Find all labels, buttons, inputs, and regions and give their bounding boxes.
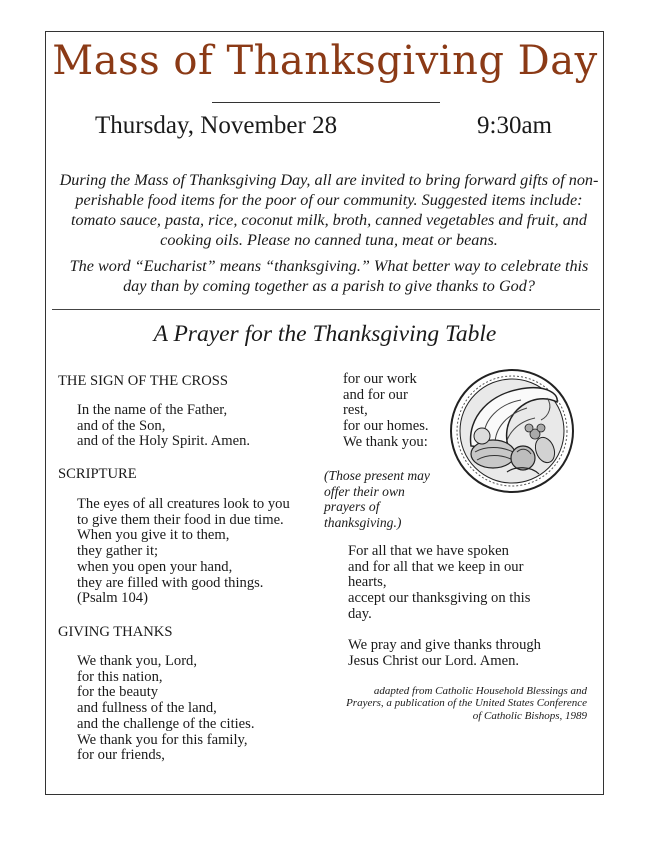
event-date: Thursday, November 28 <box>95 112 338 139</box>
text-line: hearts, <box>348 574 387 591</box>
text-line: We thank you for this family, <box>77 731 248 748</box>
text-line: offer their own <box>324 483 405 499</box>
text-line: In the name of the Father, <box>77 402 228 418</box>
text-line: they gather it; <box>77 543 159 560</box>
page-title: Mass of Thanksgiving Day <box>52 38 598 84</box>
text-line: and of the Son, <box>77 417 166 434</box>
text-line: accept our thanksgiving on this <box>348 590 531 607</box>
text-line: Jesus Christ our Lord. Amen. <box>348 652 520 669</box>
text-line: and for our <box>343 386 408 403</box>
text-line: for our work <box>343 371 417 387</box>
text-line: prayers of <box>324 499 380 515</box>
text-line: The eyes of all creatures look to you <box>77 496 290 512</box>
text-line: and fullness of the land, <box>77 700 217 717</box>
text-line: for our homes. <box>343 418 429 435</box>
scripture-text <box>77 497 290 607</box>
text-line: We thank you: <box>343 433 428 450</box>
event-time: 9:30am <box>477 112 552 139</box>
text-line: thanksgiving.) <box>324 514 402 530</box>
sign-of-cross-text <box>77 403 250 450</box>
text-line: and for all that we keep in our <box>348 558 524 575</box>
closing-prayer <box>348 544 530 623</box>
text-line: for our friends, <box>77 747 165 764</box>
text-line: rest, <box>343 402 368 419</box>
scripture-heading: SCRIPTURE <box>58 466 137 482</box>
intro-paragraph: During the Mass of Thanksgiving Day, all are invited to bring forward gifts of non-perishable food items for the poor of our community. Suggested items include: tomato sauce, pasta, rice, coconut milk, broth, canned vegetables and fruit, and cooking oils. Please no canned tuna, meat or beans. <box>59 171 599 249</box>
eucharist-paragraph: The word “Eucharist” means “thanksgiving.” What better way to celebrate this day than by coming together as a parish to give thanks to God? <box>69 257 589 295</box>
text-line: for this nation, <box>77 668 163 685</box>
source-credit <box>325 685 587 722</box>
text-line: Prayers, a publication of the United States Conference <box>346 697 587 710</box>
text-line: We thank you, Lord, <box>77 653 198 669</box>
text-line: they are filled with good things. <box>77 574 264 591</box>
text-line: For all that we have spoken <box>348 543 509 559</box>
text-line: for the beauty <box>77 684 159 701</box>
text-line: of Catholic Bishops, 1989 <box>472 709 587 722</box>
prayer-title: A Prayer for the Thanksgiving Table <box>153 321 497 347</box>
text-line: adapted from Catholic Household Blessings and <box>373 685 587 697</box>
text-line: (Psalm 104) <box>77 590 148 607</box>
sign-of-cross-heading: THE SIGN OF THE CROSS <box>58 373 229 389</box>
text-line: day. <box>348 605 372 622</box>
text-line: When you give it to them, <box>77 527 230 544</box>
text-line: (Those present may <box>324 468 430 483</box>
text-line: We pray and give thanks through <box>348 637 541 653</box>
giving-thanks-heading: GIVING THANKS <box>58 624 173 640</box>
text-line: and the challenge of the cities. <box>77 715 255 732</box>
giving-thanks-text <box>77 654 254 764</box>
prayer-note <box>324 468 430 530</box>
final-prayer <box>348 638 541 669</box>
giving-thanks-continued <box>343 372 429 451</box>
text-line: and of the Holy Spirit. Amen. <box>77 433 251 450</box>
text-line: to give them their food in due time. <box>77 511 284 528</box>
title-divider <box>212 102 440 103</box>
cornucopia-icon <box>449 368 575 494</box>
text-line: when you open your hand, <box>77 558 233 575</box>
section-divider <box>52 309 600 310</box>
